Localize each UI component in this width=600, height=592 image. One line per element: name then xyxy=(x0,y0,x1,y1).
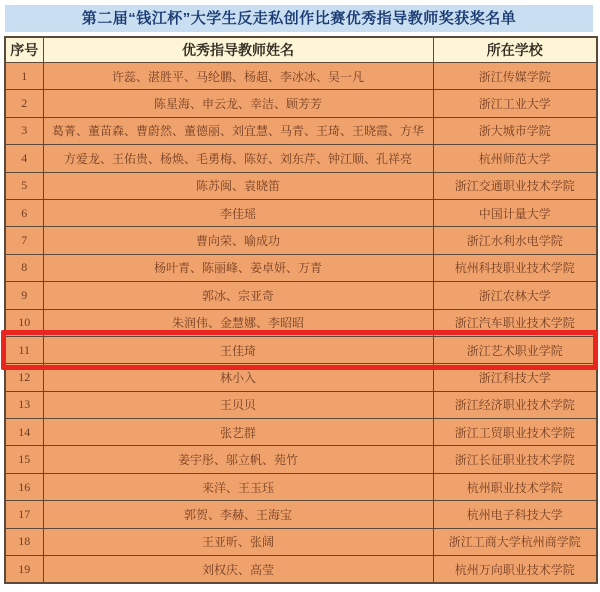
row-teachers-cell: 陈苏闽、袁晓笛 xyxy=(43,172,433,199)
header-cell-school: 所在学校 xyxy=(433,37,597,63)
row-teachers-cell: 杨叶青、陈丽峰、姜卓妍、万青 xyxy=(43,254,433,281)
row-school-cell: 浙江经济职业技术学院 xyxy=(433,391,597,418)
row-school-cell: 中国计量大学 xyxy=(433,199,597,226)
row-teachers-cell: 来洋、王玉珏 xyxy=(43,473,433,500)
row-teachers-cell: 朱润伟、金慧娜、李昭昭 xyxy=(43,309,433,336)
row-school-cell: 浙江工业大学 xyxy=(433,90,597,117)
row-school-cell: 杭州科技职业技术学院 xyxy=(433,254,597,281)
row-number-cell: 15 xyxy=(5,446,43,473)
row-teachers-cell: 许蕊、湛胜平、马纶鹏、杨超、李冰冰、吴一凡 xyxy=(43,63,433,90)
row-school-cell: 杭州师范大学 xyxy=(433,145,597,172)
header-cell-teachers: 优秀指导教师姓名 xyxy=(43,37,433,63)
table-row xyxy=(5,446,597,473)
row-teachers-cell: 葛菁、董苗森、曹蔚然、董德丽、刘宜慧、马青、王琦、王晓霞、方华 xyxy=(43,117,433,144)
row-number-cell: 1 xyxy=(5,63,43,90)
row-teachers-cell: 方爱龙、王佑贵、杨焕、毛勇梅、陈好、刘东芹、钟江顺、孔祥亮 xyxy=(43,145,433,172)
row-teachers-cell: 刘权庆、高莹 xyxy=(43,556,433,584)
table-row xyxy=(5,556,597,584)
row-school-cell: 杭州电子科技大学 xyxy=(433,501,597,528)
row-school-cell: 浙江水利水电学院 xyxy=(433,227,597,254)
row-school-cell: 浙江长征职业技术学院 xyxy=(433,446,597,473)
row-number-cell: 17 xyxy=(5,501,43,528)
row-teachers-cell: 张艺群 xyxy=(43,419,433,446)
table-row xyxy=(5,419,597,446)
table-row xyxy=(5,391,597,418)
table-row xyxy=(5,309,597,336)
row-number-cell: 2 xyxy=(5,90,43,117)
row-school-cell: 浙江艺术职业学院 xyxy=(433,336,597,363)
row-number-cell: 3 xyxy=(5,117,43,144)
table-row xyxy=(5,364,597,391)
row-number-cell: 11 xyxy=(5,336,43,363)
table-row xyxy=(5,254,597,281)
row-school-cell: 浙江汽车职业技术学院 xyxy=(433,309,597,336)
table-body xyxy=(5,63,597,584)
row-school-cell: 浙江农林大学 xyxy=(433,282,597,309)
table-row xyxy=(5,63,597,90)
row-school-cell: 浙江传媒学院 xyxy=(433,63,597,90)
table-row xyxy=(5,336,597,363)
table-row xyxy=(5,90,597,117)
row-number-cell: 10 xyxy=(5,309,43,336)
row-number-cell: 14 xyxy=(5,419,43,446)
table-row xyxy=(5,473,597,500)
row-school-cell: 浙江工商大学杭州商学院 xyxy=(433,528,597,555)
row-school-cell: 浙江工贸职业技术学院 xyxy=(433,419,597,446)
row-school-cell: 杭州职业技术学院 xyxy=(433,473,597,500)
row-number-cell: 16 xyxy=(5,473,43,500)
table-header xyxy=(5,37,597,63)
row-teachers-cell: 王佳琦 xyxy=(43,336,433,363)
row-teachers-cell: 陈星海、申云龙、幸洁、顾芳芳 xyxy=(43,90,433,117)
row-school-cell: 浙江科技大学 xyxy=(433,364,597,391)
row-number-cell: 19 xyxy=(5,556,43,584)
row-number-cell: 9 xyxy=(5,282,43,309)
row-number-cell: 18 xyxy=(5,528,43,555)
row-teachers-cell: 曹向荣、喻成功 xyxy=(43,227,433,254)
table-row xyxy=(5,145,597,172)
row-teachers-cell: 姜宇彤、邬立帆、苑竹 xyxy=(43,446,433,473)
page-title: 第二届“钱江杯”大学生反走私创作比赛优秀指导教师奖获奖名单 xyxy=(5,5,593,32)
table-row xyxy=(5,501,597,528)
award-table xyxy=(4,36,598,584)
row-number-cell: 8 xyxy=(5,254,43,281)
row-number-cell: 7 xyxy=(5,227,43,254)
row-number-cell: 5 xyxy=(5,172,43,199)
table-row xyxy=(5,199,597,226)
row-school-cell: 浙江交通职业技术学院 xyxy=(433,172,597,199)
table-row xyxy=(5,172,597,199)
row-teachers-cell: 郭贺、李赫、王海宝 xyxy=(43,501,433,528)
row-school-cell: 杭州万向职业技术学院 xyxy=(433,556,597,584)
row-number-cell: 13 xyxy=(5,391,43,418)
row-number-cell: 6 xyxy=(5,199,43,226)
table-row xyxy=(5,117,597,144)
row-teachers-cell: 郭冰、宗亚奇 xyxy=(43,282,433,309)
row-school-cell: 浙大城市学院 xyxy=(433,117,597,144)
table-row xyxy=(5,227,597,254)
table-row xyxy=(5,528,597,555)
header-row xyxy=(5,37,597,63)
row-teachers-cell: 王贝贝 xyxy=(43,391,433,418)
row-teachers-cell: 李佳瑶 xyxy=(43,199,433,226)
table-row xyxy=(5,282,597,309)
header-cell-number: 序号 xyxy=(5,37,43,63)
row-number-cell: 4 xyxy=(5,145,43,172)
row-teachers-cell: 王亚昕、张阔 xyxy=(43,528,433,555)
row-teachers-cell: 林小入 xyxy=(43,364,433,391)
row-number-cell: 12 xyxy=(5,364,43,391)
